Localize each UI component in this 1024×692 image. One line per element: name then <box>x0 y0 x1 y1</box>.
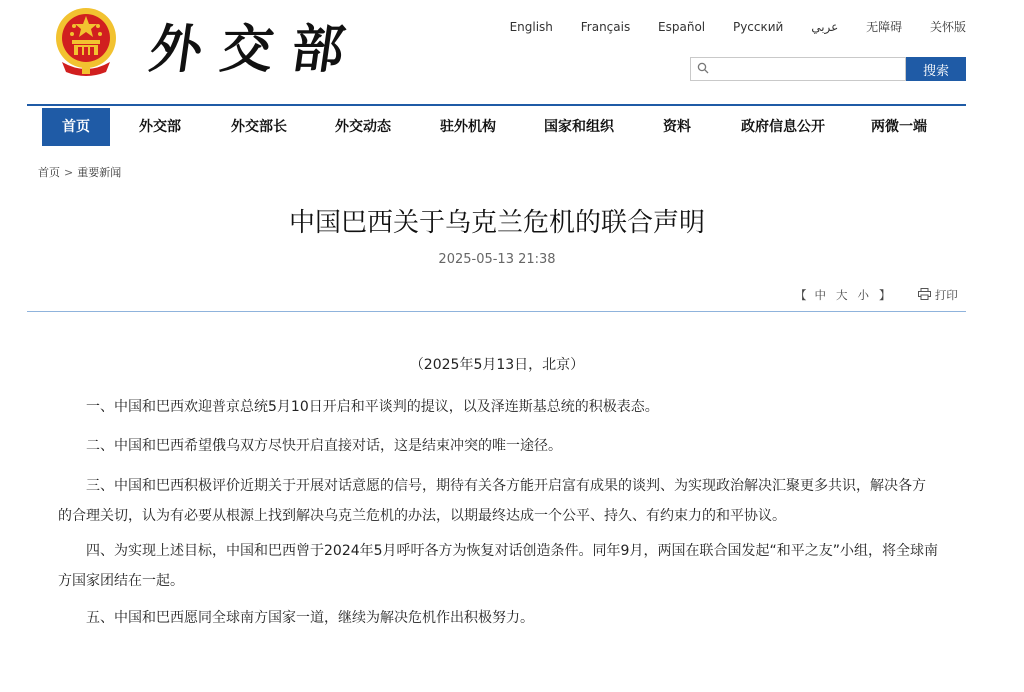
nav-item-home[interactable]: 首页 <box>42 108 110 146</box>
national-emblem-logo <box>52 6 120 78</box>
lang-arabic-link[interactable]: عربي <box>811 20 839 34</box>
font-size-bracket-open: 【 <box>795 288 807 302</box>
accessibility-link[interactable]: 无障碍 <box>866 20 903 34</box>
font-size-bracket-close: 】 <box>879 288 891 302</box>
article-title: 中国巴西关于乌克兰危机的联合声明 <box>288 208 705 238</box>
search-button[interactable]: 搜索 <box>906 57 966 81</box>
content-divider <box>27 311 966 312</box>
printer-icon <box>918 288 931 300</box>
nav-item-minister[interactable]: 外交部长 <box>231 119 287 135</box>
article-paragraph: 二、中国和巴西希望俄乌双方尽快开启直接对话，这是结束冲突的唯一途径。 <box>86 438 562 454</box>
article-paragraph: 四、为实现上述目标，中国和巴西曾于2024年5月呼吁各方为恢复对话创造条件。同年9月，两国在联合国发起“和平之友”小组，将全球南方国家团结在一起。 <box>58 543 938 589</box>
font-size-large-button[interactable]: 中 <box>814 288 826 302</box>
nav-item-countries-orgs[interactable]: 国家和组织 <box>544 119 614 135</box>
font-size-medium-button[interactable]: 大 <box>836 288 848 302</box>
article-tools <box>795 287 978 303</box>
nav-item-resources[interactable]: 资料 <box>663 119 691 135</box>
breadcrumb-home-link[interactable]: 首页 <box>38 166 60 179</box>
elderly-care-mode-link[interactable]: 关怀版 <box>929 20 966 34</box>
print-button[interactable] <box>918 288 968 302</box>
nav-item-ministry[interactable]: 外交部 <box>139 119 181 135</box>
lang-spanish-link[interactable]: Español <box>658 20 706 34</box>
lang-french-link[interactable]: Français <box>580 20 631 34</box>
site-brand-calligraphy[interactable] <box>145 4 358 96</box>
brand-char: 外 <box>145 19 207 80</box>
article-paragraph: 五、中国和巴西愿同全球南方国家一道，继续为解决危机作出积极努力。 <box>86 610 534 626</box>
nav-item-gov-info[interactable]: 政府信息公开 <box>741 119 825 135</box>
article-datetime: 2025-05-13 21:38 <box>438 252 556 267</box>
search-input[interactable] <box>715 60 901 78</box>
search-icon <box>697 62 709 74</box>
lang-english-link[interactable]: English <box>509 20 553 34</box>
brand-char: 部 <box>288 19 349 80</box>
brand-char: 交 <box>216 19 278 80</box>
article-paragraph: 一、中国和巴西欢迎普京总统5月10日开启和平谈判的提议，以及泽连斯基总统的积极表态。 <box>86 399 659 415</box>
breadcrumb-section-link[interactable]: 重要新闻 <box>77 166 122 179</box>
nav-item-social-media[interactable]: 两微一端 <box>871 119 927 135</box>
main-nav <box>27 104 966 146</box>
lang-russian-link[interactable]: Русский <box>732 20 784 34</box>
search-box <box>690 57 906 81</box>
article-paragraph: 三、中国和巴西积极评价近期关于开展对话意愿的信号，期待有关各方能开启富有成果的谈判、为实现政治解决汇聚更多共识，解决各方的合理关切，认为有必要从根源上找到解决乌克兰危机的办法，以期最终达成一个公平、持久、有约束力的和平协议。 <box>58 478 926 524</box>
nav-item-diplomatic-news[interactable]: 外交动态 <box>335 119 391 135</box>
breadcrumb <box>38 164 121 180</box>
font-size-small-button[interactable]: 小 <box>857 288 869 302</box>
print-label: 打印 <box>934 288 958 302</box>
language-bar <box>486 18 966 35</box>
article-place-date: （2025年5月13日，北京） <box>409 357 585 373</box>
nav-item-missions-abroad[interactable]: 驻外机构 <box>440 119 496 135</box>
breadcrumb-separator: > <box>64 166 74 179</box>
search-bar <box>690 57 966 81</box>
